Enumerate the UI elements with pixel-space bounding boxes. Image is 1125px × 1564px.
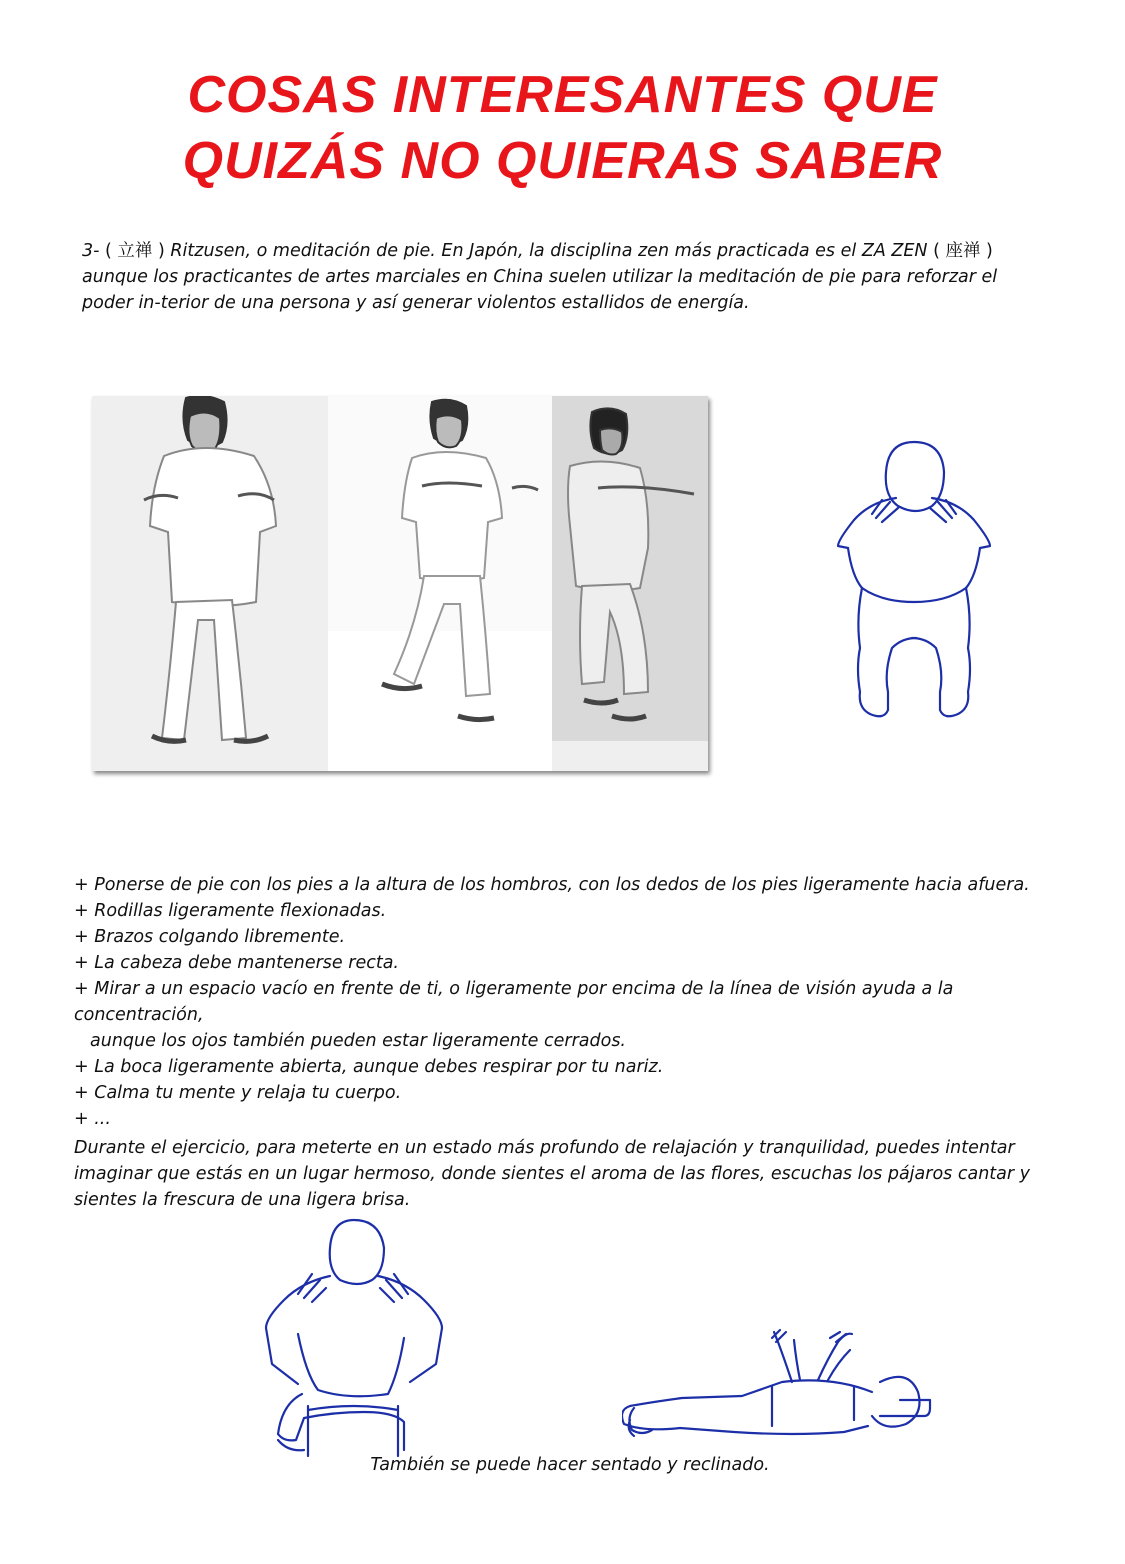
intro-text-b: aunque los practicantes de artes marciales en China suelen utilizar la meditación de pie para reforzar el poder in-terior de una persona y así generar violentos estallidos de energía. [82,267,998,313]
list-item: + ... [74,1109,111,1129]
standing-meditation-photo [92,396,708,771]
item-number: 3- [82,241,100,261]
title-line-2: QUIZÁS NO QUIERAS SABER [182,132,943,190]
list-item: aunque los ojos también pueden estar ligeramente cerrados. [90,1031,626,1051]
intro-paragraph [82,238,1042,316]
kanji-zazen: ( 座禅 ) [933,241,993,261]
figure-caption: También se puede hacer sentado y reclinado. [370,1455,770,1475]
zazen-term: ZA ZEN [861,241,928,261]
list-item: + Rodillas ligeramente flexionadas. [74,901,387,921]
intro-text-a: Ritzusen, o meditación de pie. En Japón, la disciplina zen más practicada es el [170,241,857,261]
title-line-1: COSAS INTERESANTES QUE [187,66,938,124]
list-item: + Calma tu mente y relaja tu cuerpo. [74,1083,402,1103]
steps-list [74,872,1064,1132]
page-title [0,62,1125,194]
list-item: + La boca ligeramente abierta, aunque debes respirar por tu nariz. [74,1057,664,1077]
reclining-figure-drawing [622,1316,932,1446]
list-item: + Ponerse de pie con los pies a la altura de los hombros, con los dedos de los pies ligeramente hacia afuera. [74,875,1030,895]
photo-illustration [92,396,708,771]
visualization-paragraph: Durante el ejercicio, para meterte en un estado más profundo de relajación y tranquilidad, puedes intentar imaginar que estás en un lugar hermoso, donde sientes el aroma de las flores, escuchas los pájaros cantar y sientes la frescura de una ligera brisa. [74,1138,1030,1210]
seated-figure-drawing [258,1214,448,1459]
list-item: + Brazos colgando libremente. [74,927,346,947]
list-item: + La cabeza debe mantenerse recta. [74,953,399,973]
list-item: + Mirar a un espacio vacío en frente de ti, o ligeramente por encima de la línea de visión ayuda a la concentración, [74,979,954,1025]
kanji-ritzusen: ( 立禅 ) [105,241,165,261]
standing-figure-drawing [832,438,997,723]
